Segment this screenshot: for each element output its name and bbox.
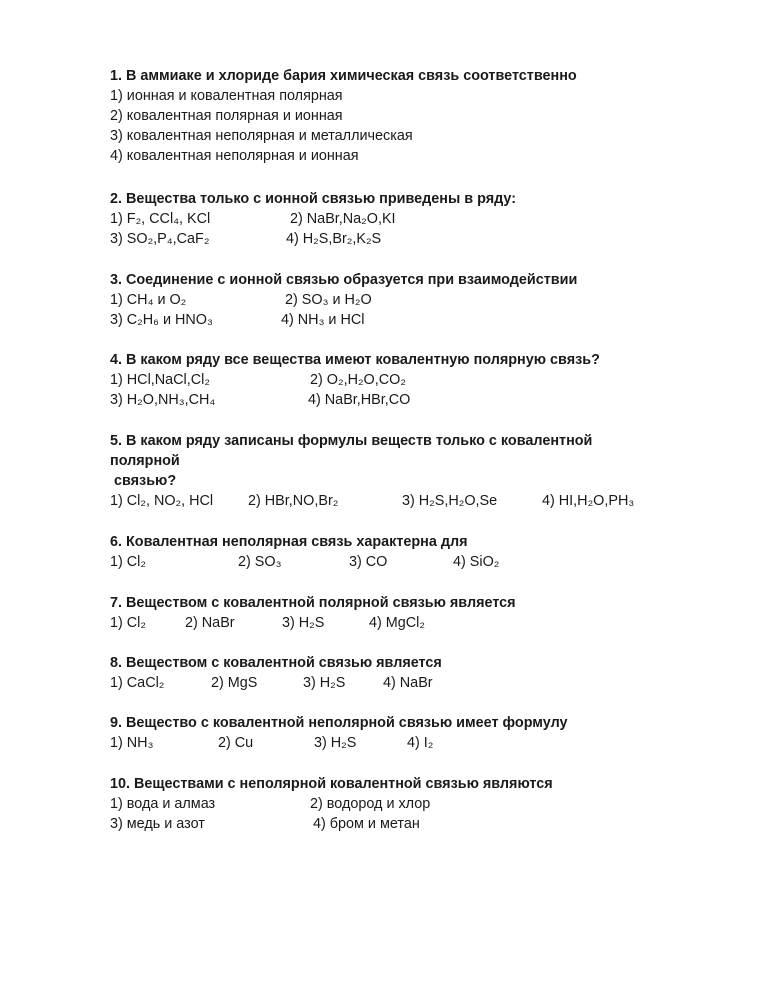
answer-option: 3) C₂H₆ и HNO₃ [110, 312, 213, 328]
question-1 [110, 66, 670, 166]
question-title: 6. Ковалентная неполярная связь характерна для [110, 534, 468, 550]
answer-option: 2) ковалентная полярная и ионная [110, 108, 343, 124]
question-title: 10. Веществами с неполярной ковалентной связью являются [110, 776, 553, 792]
answer-option: 3) медь и азот [110, 816, 205, 832]
answer-row [110, 673, 670, 693]
answer-option: 2) SO₃ и H₂O [285, 292, 372, 308]
answer-option: 3) CO [349, 554, 388, 570]
answer-option: 1) HCl,NaCl,Cl₂ [110, 372, 210, 388]
question-2 [110, 189, 670, 249]
answer-option: 4) бром и метан [313, 816, 420, 832]
answer-option: 3) H₂O,NH₃,CH₄ [110, 392, 216, 408]
answer-option: 1) CaCl₂ [110, 675, 165, 691]
answer-option: 2) водород и хлор [310, 796, 431, 812]
answer-option: 3) H₂S [303, 675, 346, 691]
question-6 [110, 532, 670, 572]
question-title: 3. Соединение с ионной связью образуется при взаимодействии [110, 272, 578, 288]
question-title: 8. Веществом с ковалентной связью является [110, 655, 442, 671]
answer-row [110, 229, 670, 249]
answer-option: 2) SO₃ [238, 554, 282, 570]
answer-option: 3) ковалентная неполярная и металлическая [110, 128, 413, 144]
answer-option: 4) MgCl₂ [369, 615, 425, 631]
answer-row [110, 733, 670, 753]
answer-option: 1) NH₃ [110, 735, 154, 751]
answer-option: 2) NaBr,Na₂O,KI [290, 211, 396, 227]
answer-option: 1) ионная и ковалентная полярная [110, 88, 343, 104]
question-title-continued: полярной [110, 453, 180, 469]
answer-option: 4) ковалентная неполярная и ионная [110, 148, 359, 164]
answer-option: 4) H₂S,Br₂,K₂S [286, 231, 382, 247]
question-title-continued: связью? [110, 473, 177, 489]
answer-option: 1) Cl₂ [110, 615, 146, 631]
answer-option: 1) Cl₂, NO₂, HCl [110, 493, 214, 509]
question-title: 1. В аммиаке и хлориде бария химическая связь соответственно [110, 68, 577, 84]
question-title: 5. В каком ряду записаны формулы веществ только с ковалентной [110, 433, 593, 449]
question-5 [110, 431, 670, 511]
question-7 [110, 593, 670, 633]
answer-option: 2) O₂,H₂O,CO₂ [310, 372, 406, 388]
answer-option: 2) NaBr [185, 615, 235, 631]
answer-option: 4) NaBr,HBr,CO [308, 392, 411, 408]
answer-option: 1) вода и алмаз [110, 796, 216, 812]
question-4 [110, 350, 670, 410]
answer-option: 3) H₂S,H₂O,Se [402, 493, 498, 509]
question-title: 4. В каком ряду все вещества имеют ковалентную полярную связь? [110, 352, 600, 368]
answer-option: 4) I₂ [407, 735, 434, 751]
answer-row [110, 814, 670, 834]
answer-option: 4) NaBr [383, 675, 433, 691]
answer-row [110, 370, 670, 390]
question-8 [110, 653, 670, 693]
answer-option: 2) HBr,NO,Br₂ [248, 493, 339, 509]
answer-option: 1) F₂, CCl₄, KCl [110, 211, 211, 227]
answer-row [110, 209, 670, 229]
question-title: 7. Веществом с ковалентной полярной связью является [110, 595, 516, 611]
answer-option: 1) CH₄ и O₂ [110, 292, 187, 308]
answer-option: 1) Cl₂ [110, 554, 146, 570]
question-9 [110, 713, 670, 753]
answer-row [110, 613, 670, 633]
answer-option: 2) Cu [218, 735, 254, 751]
answer-row [110, 794, 670, 814]
answer-option: 3) SO₂,P₄,CaF₂ [110, 231, 210, 247]
question-3 [110, 270, 670, 330]
answer-option: 2) MgS [211, 675, 258, 691]
question-10 [110, 774, 670, 834]
answer-option: 3) H₂S [282, 615, 325, 631]
answer-option: 4) HI,H₂O,PH₃ [542, 493, 635, 509]
answer-row [110, 310, 670, 330]
question-title: 9. Вещество с ковалентной неполярной связью имеет формулу [110, 715, 568, 731]
answer-row [110, 552, 670, 572]
answer-option: 4) NH₃ и HCl [281, 312, 365, 328]
answer-row [110, 390, 670, 410]
answer-row [110, 491, 670, 511]
answer-row [110, 290, 670, 310]
answer-option: 3) H₂S [314, 735, 357, 751]
question-title: 2. Вещества только с ионной связью приведены в ряду: [110, 191, 517, 207]
answer-option: 4) SiO₂ [453, 554, 500, 570]
